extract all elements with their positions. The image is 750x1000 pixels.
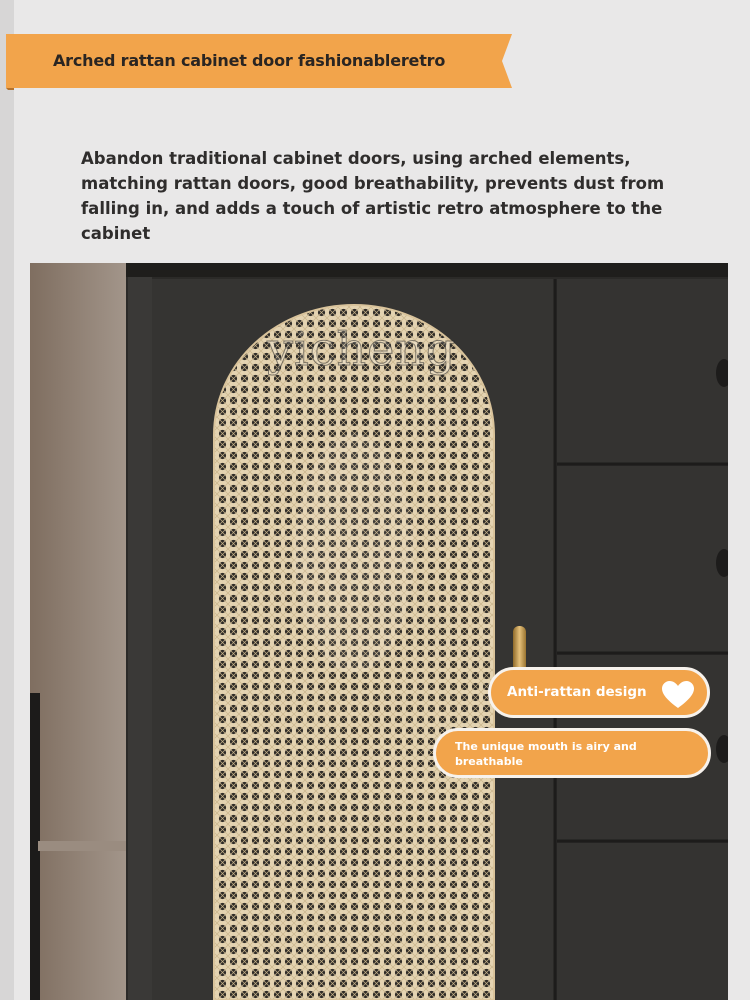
heart-icon (661, 680, 695, 710)
drawer-2 (557, 466, 728, 652)
cabinet-photo (30, 263, 728, 1000)
cabinet-side-frame (128, 277, 152, 1000)
cabinet-top (126, 263, 728, 277)
title-banner (6, 34, 518, 90)
callout-label: The unique mouth is airy and breathable (455, 740, 637, 768)
page-left-edge (0, 0, 14, 1000)
drawer-1 (557, 279, 728, 463)
callout-label: Anti-rattan design (507, 684, 647, 700)
product-description: Abandon traditional cabinet doors, using arched elements, matching rattan doors, good breathability, prevents dust from falling in, and adds a touch of artistic retro atmosphere to the cabinet (81, 149, 665, 243)
callout-anti-rattan (488, 667, 710, 718)
callout-breathable (433, 728, 711, 778)
wall-molding (38, 841, 130, 851)
wall (30, 263, 130, 1000)
watermark-text: yicheng (267, 322, 457, 376)
banner-title: Arched rattan cabinet door fashionableretro (53, 51, 446, 70)
drawer-4 (557, 843, 728, 1000)
